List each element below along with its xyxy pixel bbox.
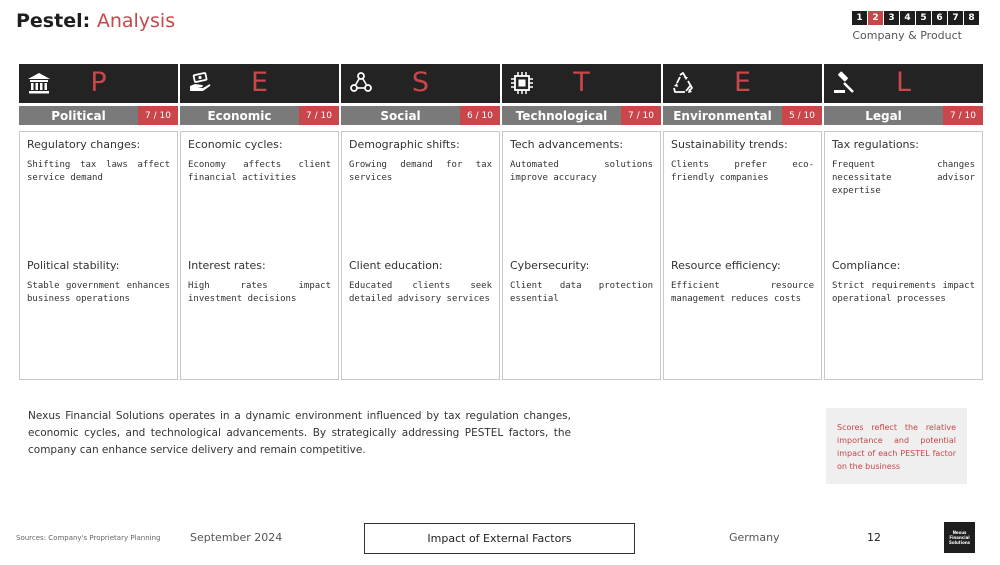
factor-text: Client data protection essential: [510, 281, 653, 304]
pestel-column-environmental: [663, 64, 822, 380]
factor-text: Strict requirements impact operational processes: [832, 281, 975, 304]
column-name: Social: [341, 106, 460, 125]
page-nav-3[interactable]: 3: [884, 11, 899, 25]
column-letter: T: [573, 67, 590, 98]
factor-title: Regulatory changes:: [27, 138, 141, 151]
factor-block-2: [349, 259, 492, 306]
factor-title: Demographic shifts:: [349, 138, 460, 151]
factor-title: Tax regulations:: [832, 138, 919, 151]
factor-title: Cybersecurity:: [510, 259, 590, 272]
factor-text: Frequent changes necessitate advisor expertise: [832, 160, 975, 196]
column-name: Economic: [180, 106, 299, 125]
column-letter: E: [250, 67, 269, 98]
column-letter: L: [895, 67, 912, 98]
factor-title: Political stability:: [27, 259, 120, 272]
page-navigator: [852, 11, 979, 25]
pestel-column-technological: [502, 64, 661, 380]
factor-text: Growing demand for tax services: [349, 160, 492, 183]
footer-date: September 2024: [190, 531, 283, 544]
page-number: 12: [867, 531, 881, 544]
column-name: Environmental: [663, 106, 782, 125]
column-header: [19, 64, 178, 103]
factor-block-2: [188, 259, 331, 306]
column-subheader: [341, 106, 500, 125]
column-name: Legal: [824, 106, 943, 125]
title-prefix: Pestel:: [16, 10, 91, 32]
factor-block-2: [510, 259, 653, 306]
page-nav-7[interactable]: 7: [948, 11, 963, 25]
column-body: [663, 131, 822, 380]
factor-text: Clients prefer eco-friendly companies: [671, 160, 814, 183]
page-nav-4[interactable]: 4: [900, 11, 915, 25]
column-name: Political: [19, 106, 138, 125]
title-main: Analysis: [96, 10, 176, 32]
footer-topic-box: Impact of External Factors: [364, 523, 635, 554]
column-body: [824, 131, 983, 380]
column-body: [502, 131, 661, 380]
column-score: 7 / 10: [621, 106, 661, 125]
column-header: [180, 64, 339, 103]
summary-paragraph: Nexus Financial Solutions operates in a dynamic environment influenced by tax regulation changes, economic cycles, and technological advancements. By strategically addressing PESTEL factors, the company can enhance service delivery and remain competitive.: [28, 410, 571, 456]
column-subheader: [180, 106, 339, 125]
pestel-column-social: [341, 64, 500, 380]
section-name: Company & Product: [852, 29, 962, 42]
page-nav-8[interactable]: 8: [964, 11, 979, 25]
factor-text: Educated clients seek detailed advisory services: [349, 281, 492, 304]
factor-title: Compliance:: [832, 259, 901, 272]
column-subheader: [824, 106, 983, 125]
column-score: 7 / 10: [138, 106, 178, 125]
factor-title: Tech advancements:: [510, 138, 624, 151]
column-score: 5 / 10: [782, 106, 822, 125]
factor-text: Shifting tax laws affect service demand: [27, 160, 170, 183]
column-header: [824, 64, 983, 103]
factor-text: High rates impact investment decisions: [188, 281, 331, 304]
page-title: [16, 10, 175, 32]
factor-text: Efficient resource management reduces costs: [671, 281, 814, 304]
factor-text: Automated solutions improve accuracy: [510, 160, 653, 183]
column-subheader: [502, 106, 661, 125]
column-score: 7 / 10: [299, 106, 339, 125]
pestel-columns: [19, 64, 981, 380]
footer-source: Sources: Company's Proprietary Planning: [16, 534, 161, 542]
page-nav-5[interactable]: 5: [916, 11, 931, 25]
factor-title: Sustainability trends:: [671, 138, 788, 151]
factor-block-2: [832, 259, 975, 306]
column-score: 6 / 10: [460, 106, 500, 125]
column-body: [341, 131, 500, 380]
pestel-column-political: [19, 64, 178, 380]
factor-title: Economic cycles:: [188, 138, 283, 151]
column-letter: S: [411, 67, 430, 98]
page-nav-2[interactable]: 2: [868, 11, 883, 25]
factor-text: Stable government enhances business operations: [27, 281, 170, 304]
column-header: [663, 64, 822, 103]
pestel-column-economic: [180, 64, 339, 380]
column-subheader: [663, 106, 822, 125]
score-note: Scores reflect the relative importance and potential impact of each PESTEL factor on the business: [826, 408, 967, 484]
column-name: Technological: [502, 106, 621, 125]
factor-title: Client education:: [349, 259, 443, 272]
page-nav-6[interactable]: 6: [932, 11, 947, 25]
column-letter: P: [90, 67, 107, 98]
factor-title: Interest rates:: [188, 259, 266, 272]
pestel-column-legal: [824, 64, 983, 380]
factor-text: Economy affects client financial activities: [188, 160, 331, 183]
page-nav-1[interactable]: 1: [852, 11, 867, 25]
column-body: [180, 131, 339, 380]
footer-country: Germany: [729, 531, 780, 544]
column-score: 7 / 10: [943, 106, 983, 125]
factor-title: Resource efficiency:: [671, 259, 781, 272]
factor-block-2: [27, 259, 170, 306]
column-subheader: [19, 106, 178, 125]
company-logo: Nexus Financial Solutions: [944, 522, 975, 553]
factor-block-2: [671, 259, 814, 306]
column-header: [502, 64, 661, 103]
column-body: [19, 131, 178, 380]
column-letter: E: [733, 67, 752, 98]
column-header: [341, 64, 500, 103]
